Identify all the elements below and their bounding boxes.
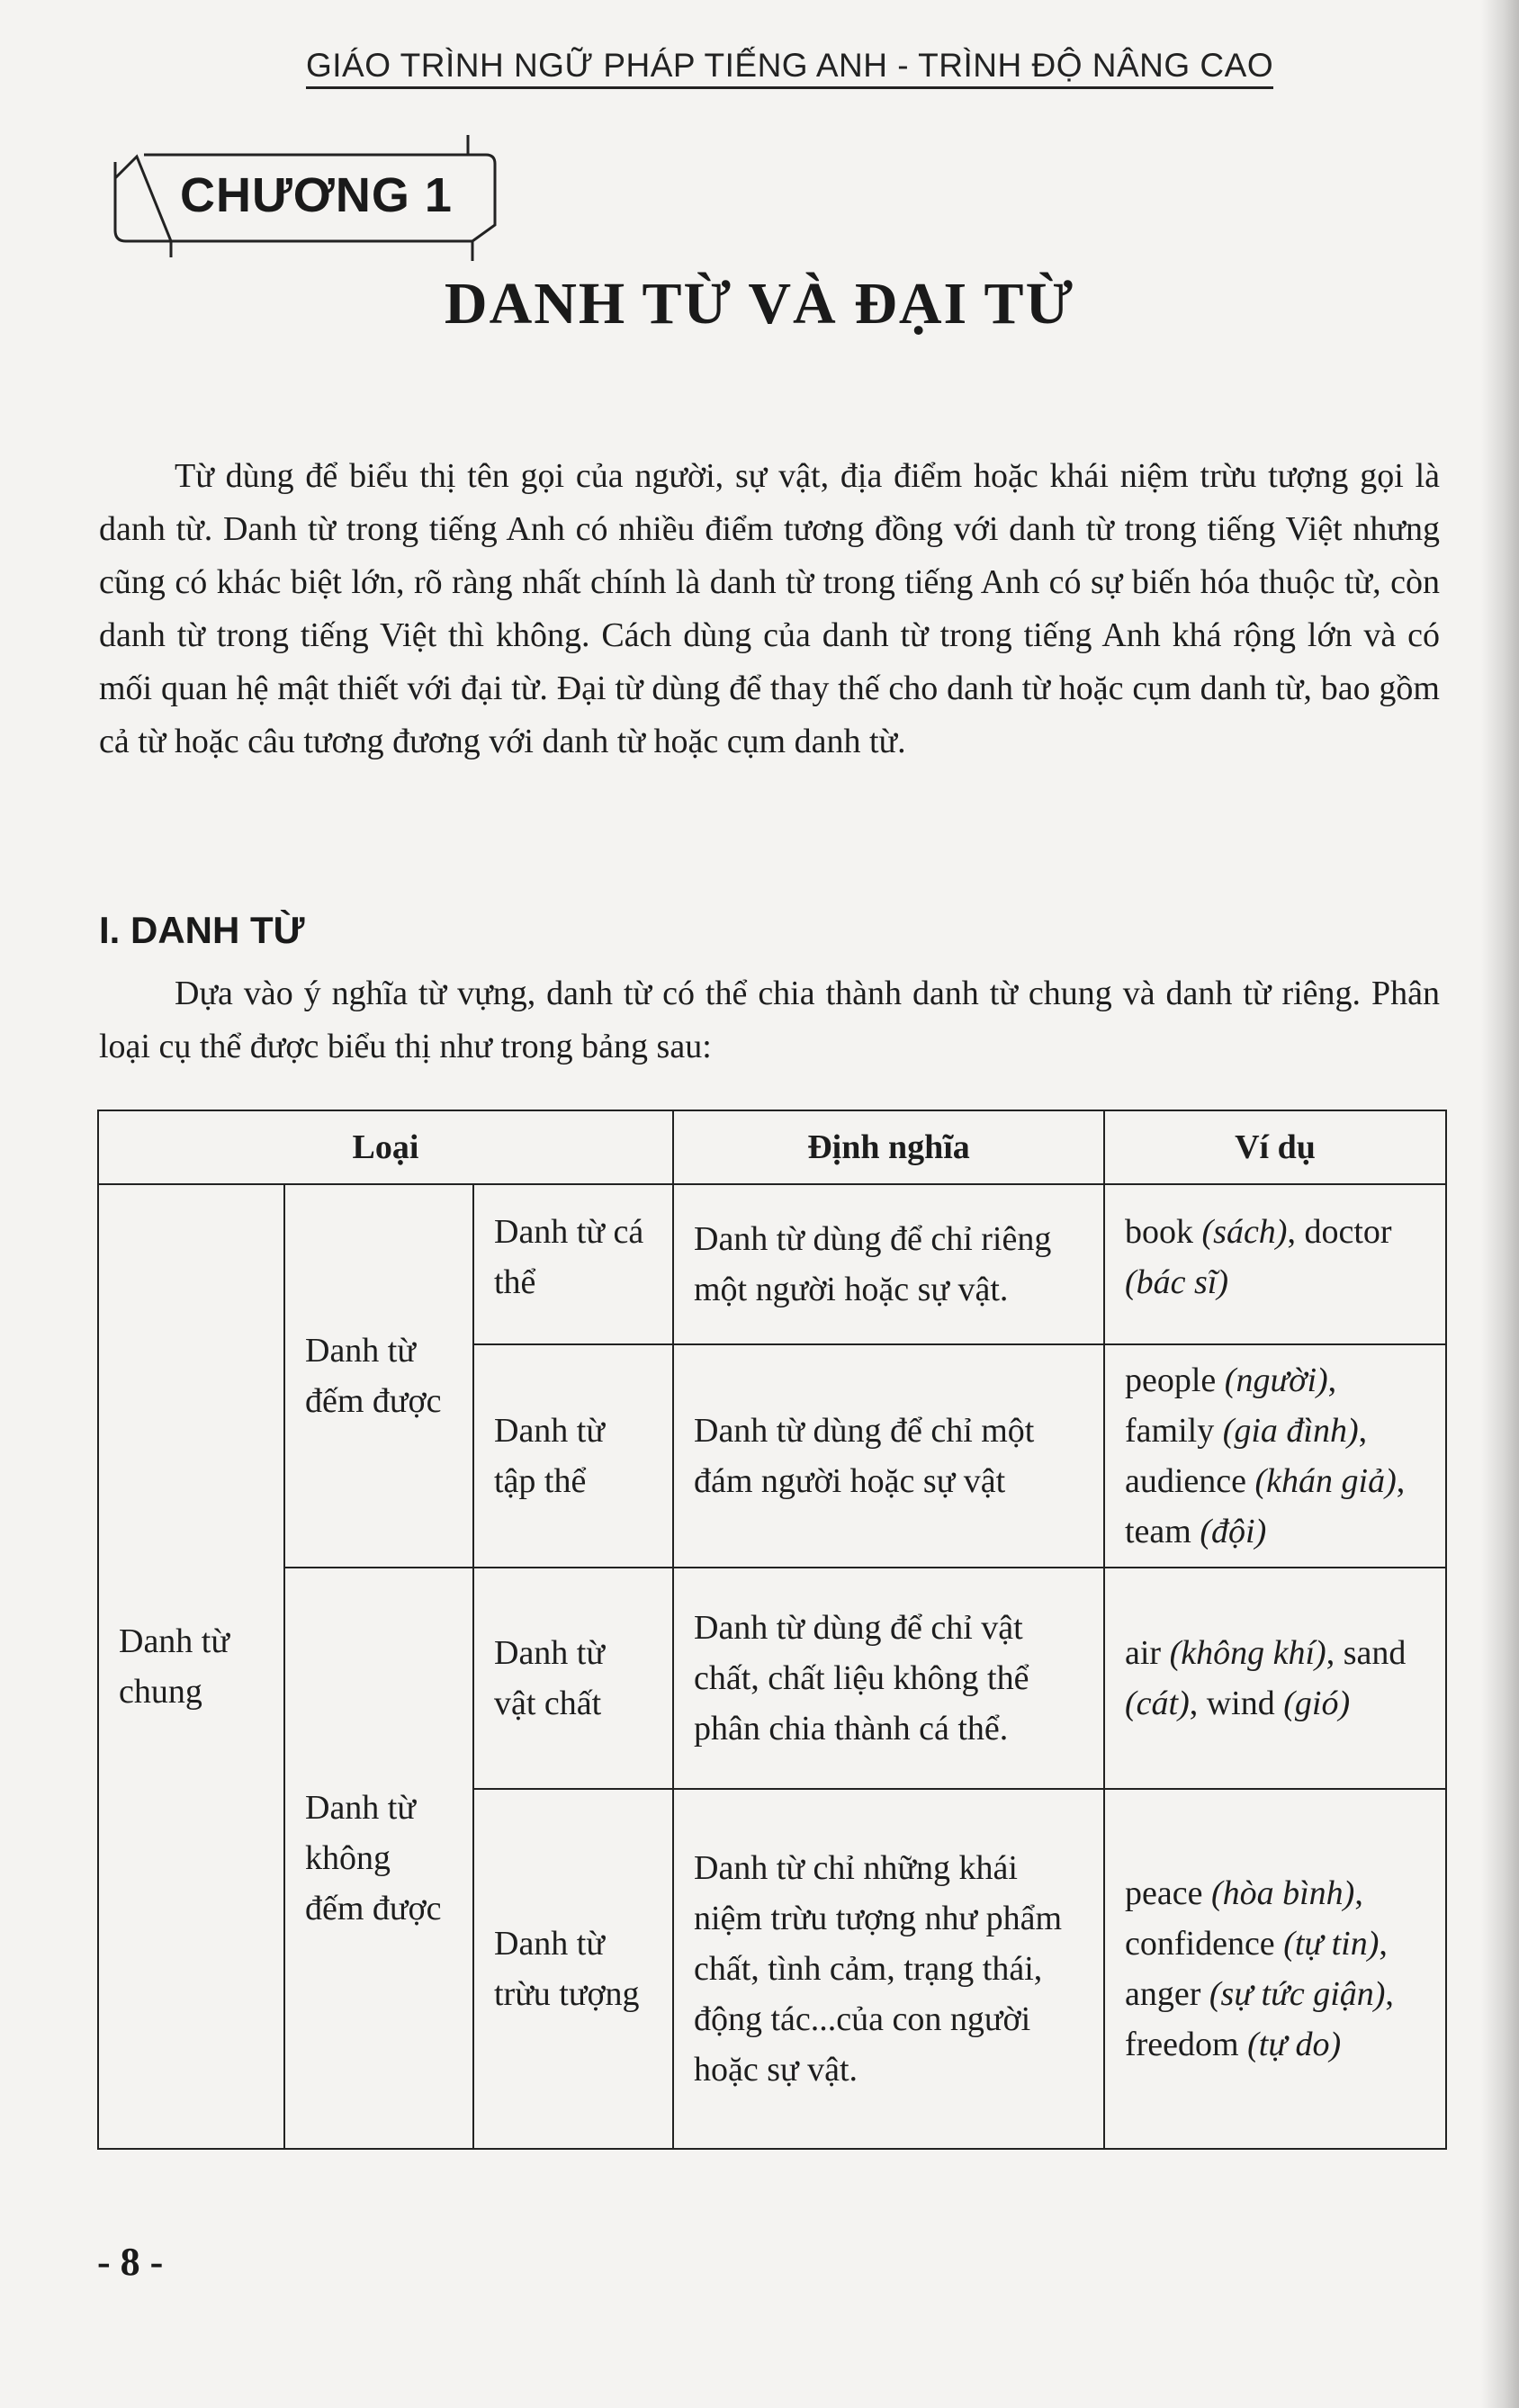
chapter-label-box xyxy=(108,135,499,261)
intro-paragraph: Từ dùng để biểu thị tên gọi của người, sự vật, địa điểm hoặc khái niệm trừu tượng gọi là danh từ. Danh từ trong tiếng Anh có nhiều điểm tương đồng với danh từ trong tiếng Việt nhưng cũng có khác biệt lớn, rõ ràng nhất chính là danh từ trong tiếng Anh có sự biến hóa thuộc từ, còn danh từ trong tiếng Việt thì không. Cách dùng của danh từ trong tiếng Anh khá rộng lớn và có mối quan hệ mật thiết với đại từ. Đại từ dùng để thay thế cho danh từ hoặc cụm danh từ, bao gồm cả từ hoặc câu tương đương với danh từ hoặc cụm danh từ. xyxy=(99,457,1440,760)
table-row xyxy=(98,1184,1446,1344)
table-row xyxy=(98,1568,1446,1789)
header-definition: Định nghĩa xyxy=(673,1110,1104,1184)
example-translation: (không khí) xyxy=(1169,1634,1326,1672)
definition-cell: Danh từ dùng để chỉ riêng một người hoặc sự vật. xyxy=(673,1184,1104,1344)
example-cell xyxy=(1104,1184,1446,1344)
page-edge-shadow xyxy=(1481,0,1519,2408)
example-word: , anger xyxy=(1125,1925,1388,2013)
type-cell: Danh từ trừu tượng xyxy=(473,1789,673,2149)
example-translation: (gió) xyxy=(1283,1685,1351,1722)
example-translation: (hòa bình) xyxy=(1210,1874,1355,1912)
definition-cell: Danh từ chỉ những khái niệm trừu tượng như phẩm chất, tình cảm, trạng thái, động tác...của con người hoặc sự vật. xyxy=(673,1789,1104,2149)
chapter-label: CHƯƠNG 1 xyxy=(180,168,453,222)
example-word: , team xyxy=(1125,1462,1406,1550)
example-cell xyxy=(1104,1344,1446,1568)
example-translation: (gia đình) xyxy=(1222,1412,1359,1450)
level1-cell: Danh từ chung xyxy=(98,1184,284,2149)
table-header-row xyxy=(98,1110,1446,1184)
example-translation: (bác sĩ) xyxy=(1125,1263,1229,1301)
example-cell xyxy=(1104,1568,1446,1789)
running-header: GIÁO TRÌNH NGỮ PHÁP TIẾNG ANH - TRÌNH ĐỘ NÂNG CAO xyxy=(306,47,1273,89)
example-word: , audience xyxy=(1125,1412,1368,1500)
section-heading: I. DANH TỪ xyxy=(99,909,305,951)
uncountable-cell: Danh từ không đếm được xyxy=(284,1568,473,2149)
example-translation: (người) xyxy=(1224,1361,1328,1399)
type-cell: Danh từ vật chất xyxy=(473,1568,673,1789)
example-word: peace xyxy=(1125,1874,1211,1912)
example-word: air xyxy=(1125,1634,1170,1672)
example-translation: (đội) xyxy=(1200,1513,1267,1550)
example-word: , doctor xyxy=(1287,1213,1392,1251)
example-word: , family xyxy=(1125,1361,1337,1450)
type-cell: Danh từ cá thể xyxy=(473,1184,673,1344)
example-translation: (sách) xyxy=(1201,1213,1288,1251)
example-cell xyxy=(1104,1789,1446,2149)
example-translation: (cát) xyxy=(1125,1685,1190,1722)
example-translation: (tự do) xyxy=(1247,2026,1342,2063)
definition-cell: Danh từ dùng để chỉ một đám người hoặc sự vật xyxy=(673,1344,1104,1568)
example-translation: (tự tin) xyxy=(1283,1925,1380,1963)
header-example: Ví dụ xyxy=(1104,1110,1446,1184)
example-word: people xyxy=(1125,1361,1225,1399)
example-word: , confidence xyxy=(1125,1874,1363,1963)
noun-classification-table xyxy=(97,1110,1447,2150)
example-translation: (sự tức giận) xyxy=(1209,1975,1386,2013)
example-word: book xyxy=(1125,1213,1202,1251)
chapter-title: DANH TỪ VÀ ĐẠI TỪ xyxy=(444,271,1075,337)
example-word: , wind xyxy=(1189,1685,1284,1722)
header-category: Loại xyxy=(98,1110,673,1184)
definition-cell: Danh từ dùng để chỉ vật chất, chất liệu không thể phân chia thành cá thể. xyxy=(673,1568,1104,1789)
type-cell: Danh từ tập thể xyxy=(473,1344,673,1568)
example-word: , sand xyxy=(1326,1634,1407,1672)
section-lead-paragraph: Dựa vào ý nghĩa từ vựng, danh từ có thể chia thành danh từ chung và danh từ riêng. Phân loại cụ thể được biểu thị như trong bảng sau: xyxy=(99,975,1440,1065)
page-number: - 8 - xyxy=(97,2240,164,2284)
example-translation: (khán giả) xyxy=(1254,1462,1397,1500)
countable-cell: Danh từ đếm được xyxy=(284,1184,473,1568)
example-word: , freedom xyxy=(1125,1975,1394,2063)
